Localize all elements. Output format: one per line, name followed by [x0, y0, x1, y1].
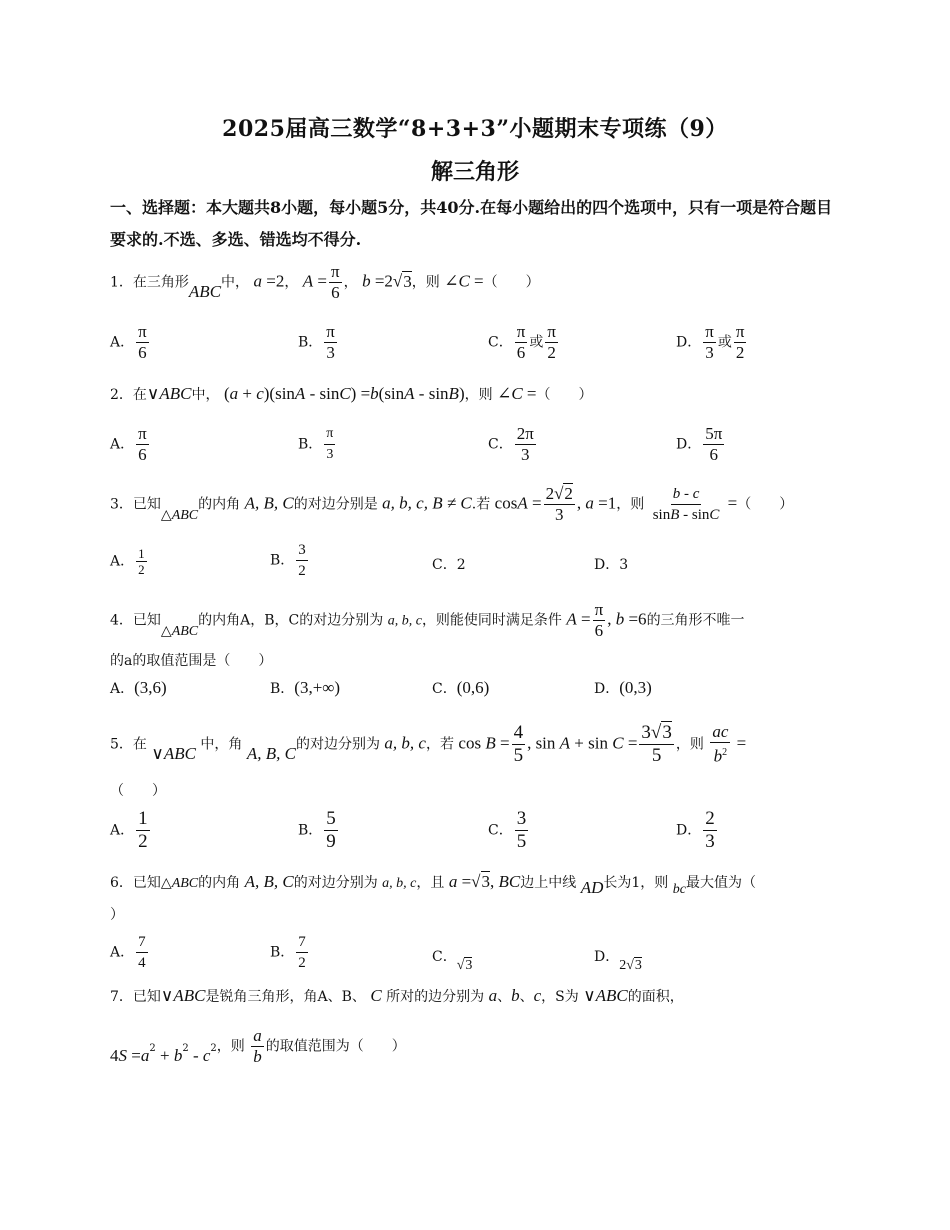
q2-option-d: D． $\frac{5\pi}{6}$	[676, 424, 723, 464]
q5-option-a: A． $\frac{1}{2}$	[110, 808, 148, 852]
q3-option-b: B． $\frac{3}{2}$	[270, 542, 306, 579]
question-6: 6．已知△ABC的内角 A, B, C的对边分别为 a, b, c，且 a =√3, BC边上中线 AD长为1，则 bc最大值为（	[110, 872, 756, 897]
page-subtitle: 解三角形	[430, 159, 519, 185]
q4-option-c: C．(0,6)	[432, 678, 490, 697]
q4-option-a: A．(3,6)	[110, 678, 167, 697]
q3-option-a: A． $\frac{1}{2}$	[110, 546, 145, 577]
page-title: 2025届高三数学“8+3+3”小题期末专项练（9）	[222, 116, 728, 142]
section-heading: 一、选择题：本大题共8小题，每小题5分，共40分.在每小题给出的四个选项中，只有一项是符合题目要求的.不选、多选、错选均不得分.	[110, 198, 833, 249]
q1-option-c: C． $\frac{\pi}{6}$ 或 $\frac{\pi}{2}$	[488, 322, 556, 362]
q5-option-d: D． $\frac{2}{3}$	[676, 808, 715, 852]
question-5: 5．在 ∨ABC 中，角 A, B, C的对边分别为 a, b, c，若 cos B = $\frac{4}{5}$ , sin A + sin C = $\frac{3√3}{5}$ ，则 $\frac{ac}{b^2}$ =	[110, 722, 747, 766]
q6-option-a: A． $\frac{7}{4}$	[110, 934, 146, 971]
question-6-line2: ）	[110, 907, 124, 923]
q2-option-c: C． $\frac{2\pi}{3}$	[488, 424, 534, 464]
q2-option-a: A． $\frac{\pi}{6}$	[110, 424, 147, 464]
q4-option-d: D．(0,3)	[594, 678, 652, 697]
q6-option-d: D．2√3	[594, 949, 642, 973]
q1-option-a: A． $\frac{\pi}{6}$	[110, 322, 147, 362]
q5-option-b: B． $\frac{5}{9}$	[298, 808, 336, 852]
q2-option-b: B． $\frac{\pi}{3}$	[298, 426, 334, 462]
q4-option-b: B．(3,+∞)	[270, 678, 341, 697]
q6-option-b: B． $\frac{7}{2}$	[270, 934, 306, 971]
q6-option-c: C．√3	[432, 949, 473, 973]
q1-option-d: D． $\frac{\pi}{3}$ 或 $\frac{\pi}{2}$	[676, 322, 745, 362]
question-1: 1．在三角形ABC中， a =2， A = $\frac{\pi}{6}$ ， b =2√3，则 ∠C =（ ）	[110, 262, 540, 302]
question-7-line2: $4S =a^2 + b^2 - c^2$，则 $\frac{a}{b}$ 的取值范围为（ ）	[110, 1026, 406, 1066]
q1-option-b: B． $\frac{\pi}{3}$	[298, 322, 335, 362]
question-3: 3．已知△ABC的内角 A, B, C的对边分别是 a, b, c, B ≠ C.若 cosA = $\frac{2√2}{3}$ , a =1，则 $\frac{b - c}{\sin B - \sin C}$ =（ ）	[110, 484, 794, 524]
q5-option-c: C． $\frac{3}{5}$	[488, 808, 527, 852]
q3-option-d: D．3	[594, 557, 629, 573]
q3-option-c: C．2	[432, 557, 466, 573]
question-7: 7．已知∨ABC是锐角三角形，角A、B、 C 所对的边分别为 a、b、c，S为 ∨ABC的面积，	[110, 986, 684, 1005]
question-5-line2: （ ）	[110, 783, 166, 799]
question-2: 2．在∨ABC中， (a + c)(sinA - sinC) =b(sinA - sinB)，则 ∠C =（ ）	[110, 384, 593, 403]
question-4-line2: 的a的取值范围是（ ）	[110, 653, 273, 669]
question-4: 4．已知△ABC的内角A，B，C的对边分别为 a, b, c，则能使同时满足条件 A = $\frac{\pi}{6}$ , b =6的三角形不唯一	[110, 600, 745, 640]
